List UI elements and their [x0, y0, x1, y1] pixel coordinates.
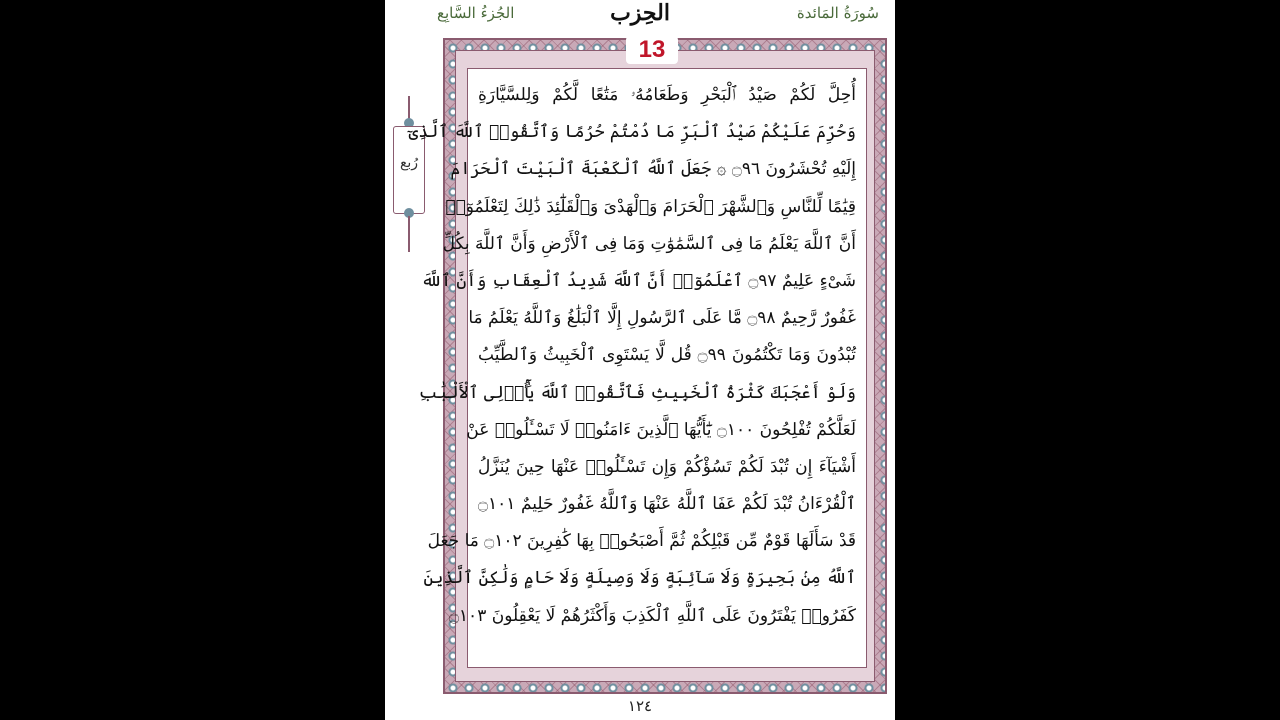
surah-name-header: سُورَةُ المَائدة: [796, 4, 879, 22]
text-line: لَعَلَّكُمْ تُفْلِحُونَ ۝١٠٠ يَٰٓأَيُّهَا ٱلَّذِينَ ءَامَنُوا۟ لَا تَسْـَٔلُوا۟ عَنْ: [466, 419, 856, 440]
text-line: قَدْ سَأَلَهَا قَوْمٌ مِّن قَبْلِكُمْ ثُمَّ أَصْبَحُوا۟ بِهَا كَٰفِرِينَ ۝١٠٢ مَا جَعَلَ: [427, 531, 856, 552]
juz-name-header: الجُزءُ السَّابِع: [437, 4, 515, 22]
text-line: تُبْدُونَ وَمَا تَكْتُمُونَ ۝٩٩ قُل لَّا يَسْتَوِى ٱلْخَبِيثُ وَٱلطَّيِّبُ: [478, 345, 857, 366]
text-line: ٱللَّهُ مِنۢ بَحِيرَةٍ وَلَا سَآئِبَةٍ وَلَا وَصِيلَةٍ وَلَا حَامٍ وَلَٰكِنَّ ٱلَّذِينَ: [423, 568, 856, 589]
text-line: شَىْءٍ عَلِيمٌ ۝٩٧ ٱعْلَمُوٓا۟ أَنَّ ٱللَّهَ شَدِيدُ ٱلْعِقَابِ وَأَنَّ ٱللَّهَ: [421, 270, 856, 291]
page-number: ١٢٤: [627, 697, 653, 715]
text-line: وَحُرِّمَ عَلَيْكُمْ صَيْدُ ٱلْبَرِّ مَا دُمْتُمْ حُرُمًا وَٱتَّقُوا۟ ٱللَّهَ ٱلَّذِىٓ: [408, 122, 856, 143]
hizb-number: 13: [626, 36, 678, 64]
text-line: إِلَيْهِ تُحْشَرُونَ ۝٩٦ ۞ جَعَلَ ٱللَّهُ ٱلْكَعْبَةَ ٱلْبَيْتَ ٱلْحَرَامَ: [450, 159, 856, 180]
hizb-label: الحِزب: [610, 0, 670, 26]
text-line: وَلَوْ أَعْجَبَكَ كَثْرَةُ ٱلْخَبِيثِ فَٱتَّقُوا۟ ٱللَّهَ يَٰٓأُو۟لِى ٱلْأَلْبَٰبِ: [418, 382, 856, 403]
text-line: أَنَّ ٱللَّهَ يَعْلَمُ مَا فِى ٱلسَّمَٰوَٰتِ وَمَا فِى ٱلْأَرْضِ وَأَنَّ ٱللَّهَ بِكُلِّ: [442, 233, 856, 254]
text-line: أَشْيَآءَ إِن تُبْدَ لَكُمْ تَسُؤْكُمْ وَإِن تَسْـَٔلُوا۟ عَنْهَا حِينَ يُنَزَّلُ: [478, 456, 856, 477]
text-line: كَفَرُوا۟ يَفْتَرُونَ عَلَى ٱللَّهِ ٱلْكَذِبَ وَأَكْثَرُهُمْ لَا يَعْقِلُونَ ۝١٠٣: [448, 605, 856, 626]
text-line: أُحِلَّ لَكُمْ صَيْدُ ٱلْبَحْرِ وَطَعَامُهُۥ مَتَٰعًا لَّكُمْ وَلِلسَّيَّارَةِ: [478, 85, 856, 105]
mushaf-page: [385, 0, 895, 720]
text-line: غَفُورٌ رَّحِيمٌ ۝٩٨ مَّا عَلَى ٱلرَّسُولِ إِلَّا ٱلْبَلَٰغُ وَٱللَّهُ يَعْلَمُ مَا: [468, 308, 856, 329]
text-line: ٱلْقُرْءَانُ تُبْدَ لَكُمْ عَفَا ٱللَّهُ عَنْهَا وَٱللَّهُ غَفُورٌ حَلِيمٌ ۝١٠١: [478, 494, 856, 515]
text-line: قِيَٰمًا لِّلنَّاسِ وَٱلشَّهْرَ ٱلْحَرَامَ وَٱلْهَدْىَ وَٱلْقَلَٰٓئِدَ ذَٰلِكَ لِتَعْلَمُوٓا۟: [445, 196, 856, 217]
quarter-marker-bottom-stem: [408, 216, 410, 252]
quarter-marker-label: رُبع: [399, 155, 419, 171]
